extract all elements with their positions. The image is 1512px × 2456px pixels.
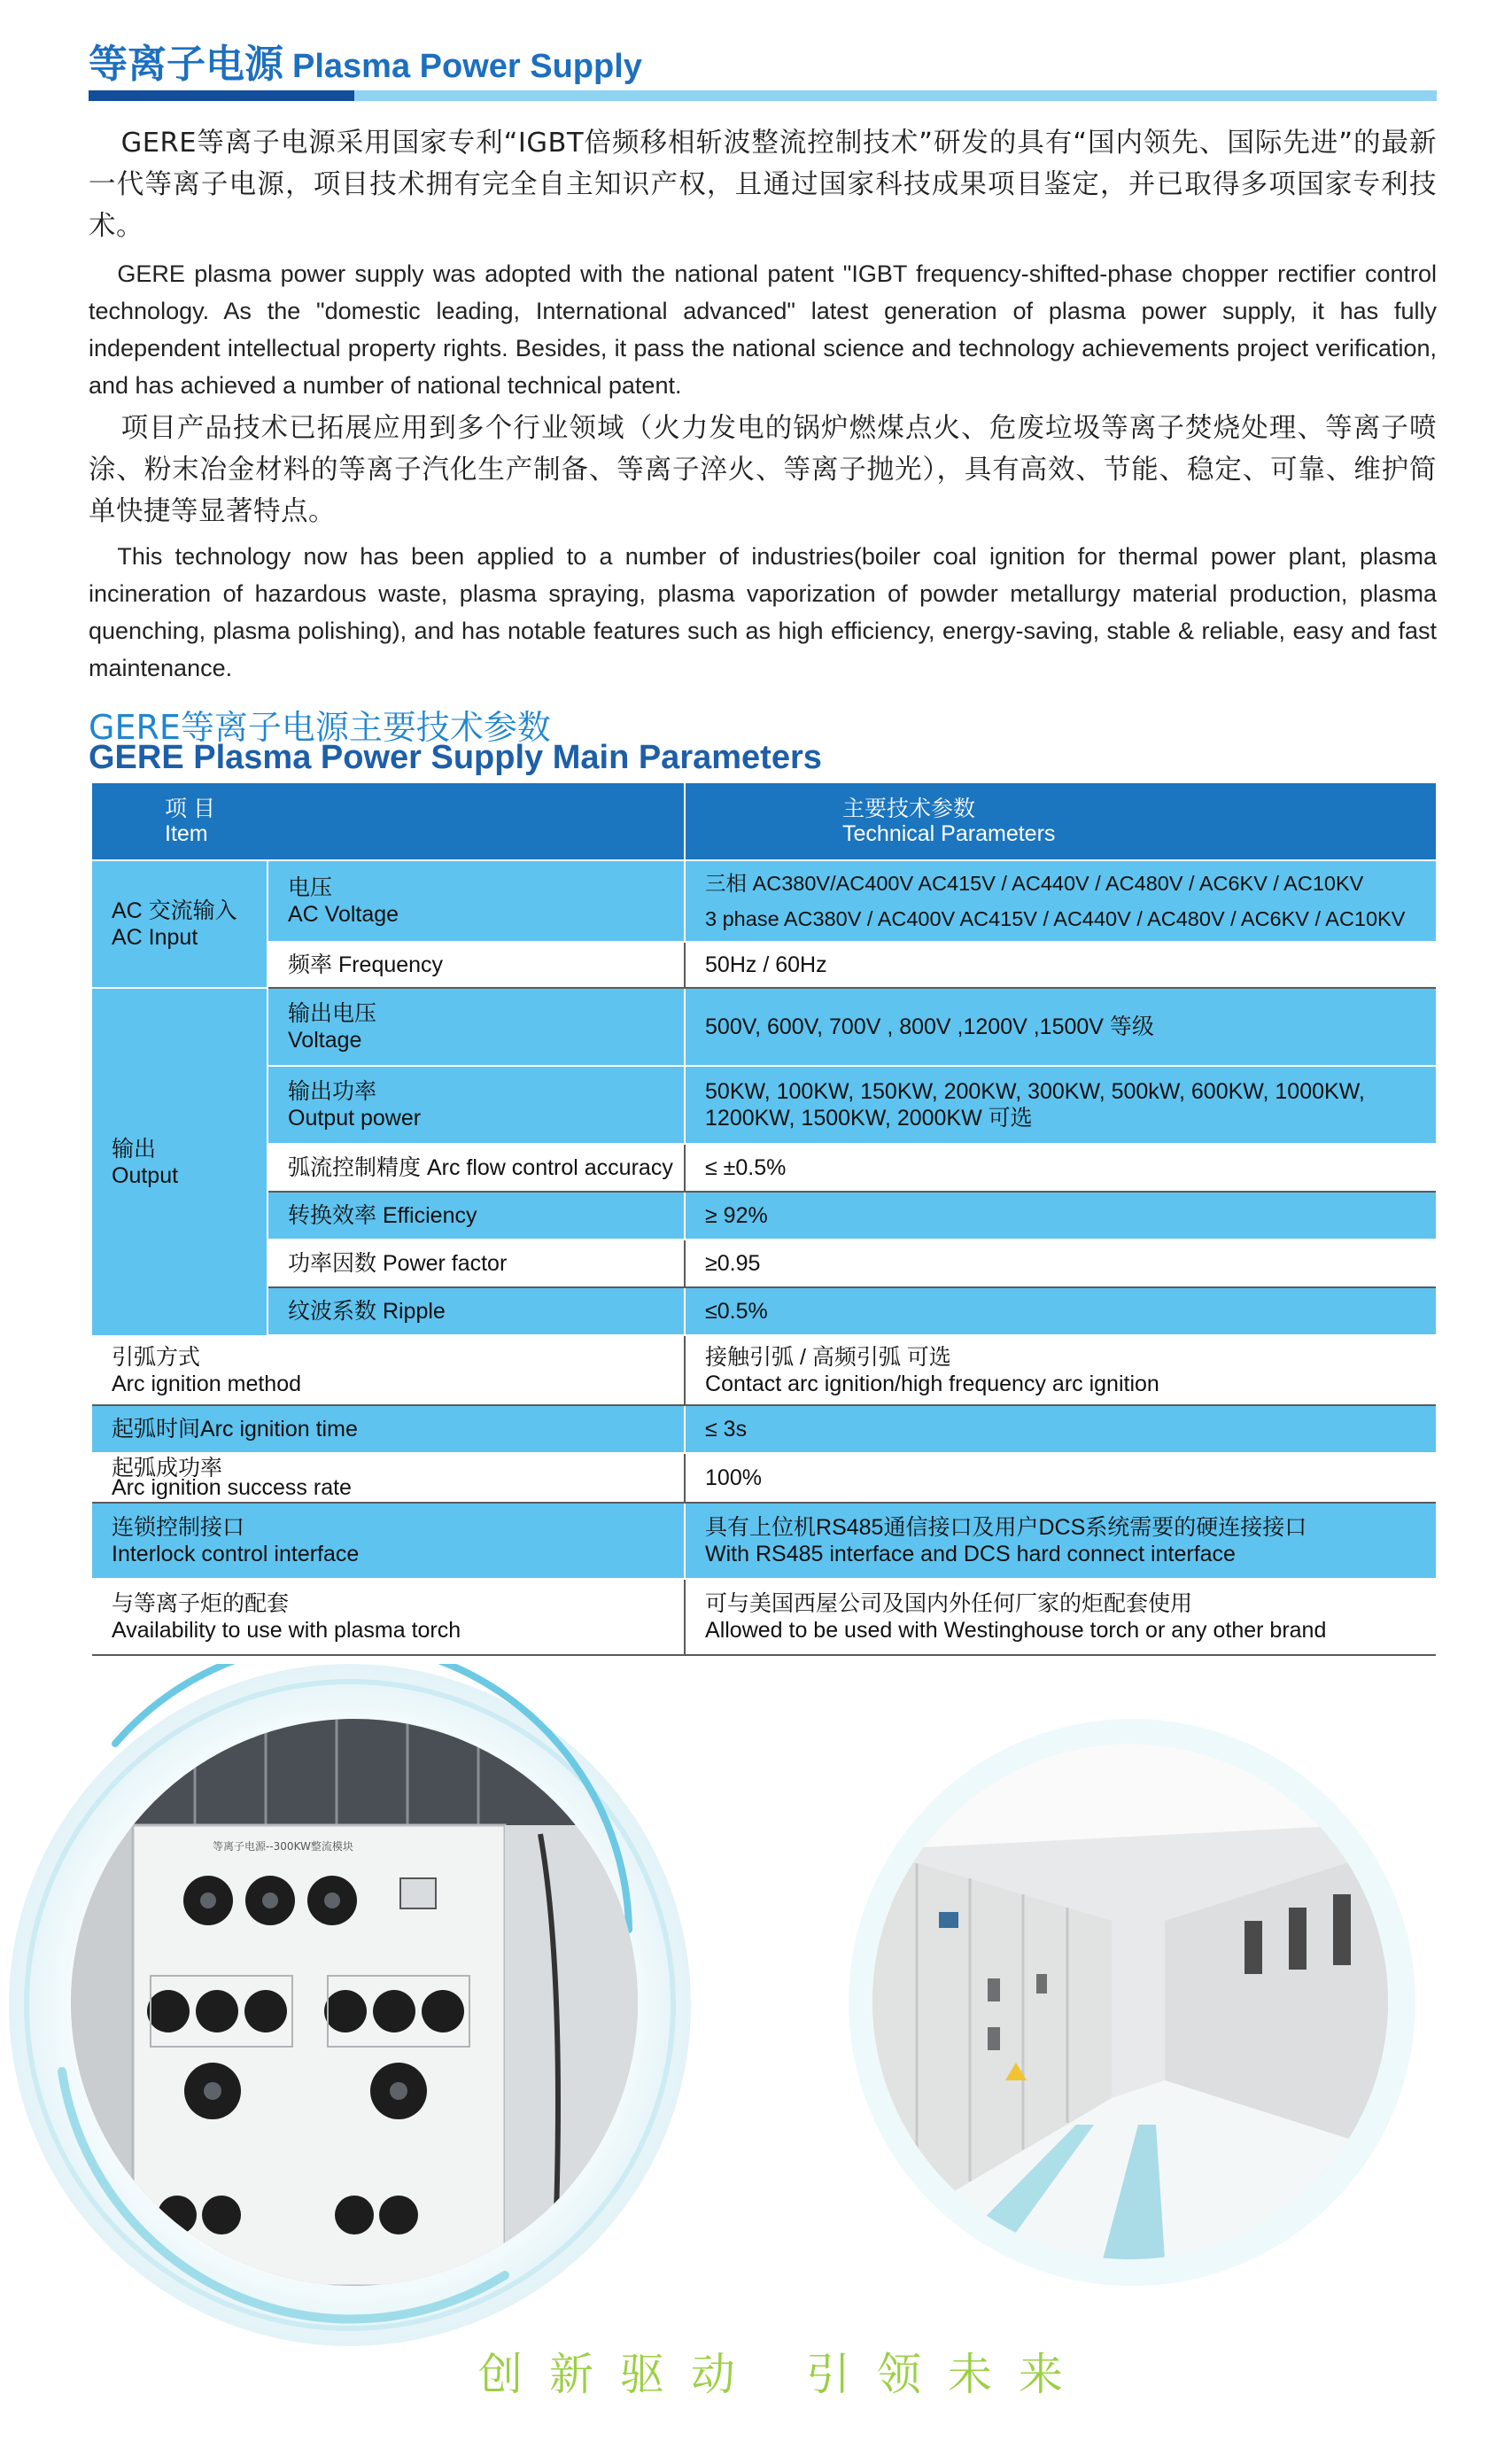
table-row: [92, 1405, 1436, 1453]
equipment-room-photo: [872, 1744, 1388, 2259]
arc-method-cn: 引弧方式: [112, 1345, 201, 1370]
ripple-value-cell: ≤0.5%: [685, 1287, 1436, 1335]
arc-method-value-cn: 接触引弧 / 高频引弧 可选: [705, 1344, 951, 1370]
table-row: [92, 1240, 1436, 1287]
params-title-cn: GERE等离子电源主要技术参数: [89, 708, 551, 747]
output-power-label-cell: [268, 1066, 685, 1144]
table-row: [92, 1336, 1436, 1405]
table-row: [92, 1066, 1436, 1144]
interlock-value-cn: 具有上位机RS485通信接口及用户DCS系统需要的硬连接接口: [705, 1515, 1307, 1540]
ripple-label-cell: 纹波系数 Ripple: [268, 1287, 685, 1335]
slogan-part1: 创新驱动: [478, 2349, 762, 2400]
header-item-en: Item: [165, 821, 208, 846]
arc-time-value-cell: ≤ 3s: [685, 1405, 1436, 1453]
header-param-cell: [685, 783, 1436, 860]
title-underline-dark: [89, 90, 354, 101]
table-row: [92, 1287, 1436, 1335]
table-row: [92, 1453, 1436, 1503]
params-title-en: GERE Plasma Power Supply Main Parameters: [89, 739, 822, 776]
arc-rate-en: Arc ignition success rate: [112, 1475, 352, 1500]
output-power-cn: 输出功率: [288, 1079, 377, 1104]
page-title-cn: 等离子电源: [89, 42, 283, 87]
output-power-value-line1: 50KW, 100KW, 150KW, 200KW, 300KW, 500kW, 600KW, 1000KW,: [705, 1079, 1365, 1104]
page-title-en: Plasma Power Supply: [292, 48, 642, 85]
output-group-cell: [92, 988, 268, 1336]
page-title: [89, 32, 642, 89]
header-param-en: Technical Parameters: [842, 821, 1056, 846]
interlock-value-en: With RS485 interface and DCS hard connect interface: [705, 1542, 1236, 1566]
interlock-label-cell: [92, 1503, 685, 1579]
ac-voltage-value-cn: 三相 AC380V/AC400V AC415V / AC440V / AC480V / AC6KV / AC10KV: [705, 872, 1364, 895]
arc-accuracy-label-cell: 弧流控制精度 Arc flow control accuracy: [268, 1144, 685, 1192]
header-item-cn: 项 目: [165, 797, 215, 821]
torch-value-en: Allowed to be used with Westinghouse torch or any other brand: [705, 1618, 1327, 1643]
output-voltage-label-cell: [268, 988, 685, 1066]
room-illustration: [872, 1744, 1388, 2259]
title-underline-light: [354, 90, 1437, 101]
torch-en: Availability to use with plasma torch: [112, 1618, 461, 1643]
torch-cn: 与等离子炬的配套: [112, 1591, 290, 1616]
table-row: [92, 1192, 1436, 1240]
arc-method-label-cell: [92, 1336, 685, 1405]
output-power-value-cell: [685, 1066, 1436, 1144]
efficiency-label-cell: 转换效率 Efficiency: [268, 1192, 685, 1240]
application-paragraph-en: This technology now has been applied to a number of industries(boiler coal ignition for thermal power plant, plasma incineration of hazardous waste, plasma spraying, plasma vaporization of powder metallurgy material production, plasma quenching, plasma polishing), and has notable features such as high efficiency, energy-saving, stable & reliable, easy and fast maintenance.: [89, 543, 1437, 681]
table-row: [92, 988, 1436, 1066]
torch-label-cell: [92, 1579, 685, 1655]
parameters-table: [92, 783, 1436, 1656]
ac-voltage-value-cell: [685, 860, 1436, 942]
power-factor-label-cell: 功率因数 Power factor: [268, 1240, 685, 1287]
ac-voltage-label-cell: [268, 860, 685, 942]
torch-value-cn: 可与美国西屋公司及国内外任何厂家的炬配套使用: [705, 1591, 1193, 1616]
ac-input-en: AC Input: [112, 925, 198, 950]
cabinet-illustration: [71, 1719, 638, 2286]
output-voltage-en: Voltage: [288, 1028, 362, 1053]
output-voltage-value-cell: 500V, 600V, 700V , 800V ,1200V ,1500V 等级: [685, 988, 1436, 1066]
output-en: Output: [112, 1162, 179, 1188]
application-paragraph-cn: 项目产品技术已拓展应用到多个行业领域（火力发电的锅炉燃煤点火、危废垃圾等离子焚烧处理、等离子喷涂、粉末冶金材料的等离子汽化生产制备、等离子淬火、等离子抛光），具有高效、节能、稳定、可靠、维护简单快捷等显著特点。: [89, 413, 1437, 527]
ac-input-group-cell: [92, 860, 268, 988]
interlock-value-cell: [685, 1503, 1436, 1579]
arc-method-value-en: Contact arc ignition/high frequency arc ignition: [705, 1371, 1159, 1396]
power-supply-cabinet-photo: [71, 1719, 638, 2286]
slogan-part2: 引领未来: [806, 2349, 1089, 2400]
cabinet-label: 等离子电源--300KW整流模块: [213, 1840, 353, 1853]
output-power-value-line2: 1200KW, 1500KW, 2000KW 可选: [705, 1106, 1033, 1131]
intro-paragraph-en: GERE plasma power supply was adopted with the national patent "IGBT frequency-shifted-phase chopper rectifier control technology. As the "domestic leading, International advanced" latest generation of plasma power supply, it has fully independent intellectual property rights. Besides, it pass the national science and technology achievements project verification, and has achieved a number of national technical patent.: [89, 260, 1437, 399]
torch-value-cell: [685, 1579, 1436, 1655]
intro-paragraph-cn: GERE等离子电源采用国家专利“IGBT倍频移相斩波整流控制技术”研发的具有“国内领先、国际先进”的最新一代等离子电源，项目技术拥有完全自主知识产权，且通过国家科技成果项目鉴定，并已取得多项国家专利技术。: [89, 128, 1437, 242]
output-voltage-cn: 输出电压: [288, 1001, 377, 1026]
efficiency-value-cell: ≥ 92%: [685, 1192, 1436, 1240]
table-row: [92, 1144, 1436, 1192]
interlock-en: Interlock control interface: [112, 1542, 360, 1566]
arc-method-value-cell: [685, 1336, 1436, 1405]
ac-input-cn: AC 交流输入: [112, 898, 237, 923]
arc-rate-value-cell: 100%: [685, 1453, 1436, 1503]
interlock-cn: 连锁控制接口: [112, 1515, 245, 1540]
ac-voltage-en: AC Voltage: [288, 902, 399, 927]
arc-accuracy-value-cell: ≤ ±0.5%: [685, 1144, 1436, 1192]
table-header-row: [92, 783, 1436, 860]
power-factor-value-cell: ≥0.95: [685, 1240, 1436, 1287]
output-cn: 输出: [112, 1136, 157, 1162]
table-row: [92, 860, 1436, 942]
ac-voltage-value-en: 3 phase AC380V / AC400V AC415V / AC440V / AC480V / AC6KV / AC10KV: [705, 907, 1406, 930]
arc-rate-label-cell: [92, 1453, 685, 1503]
table-row: [92, 1579, 1436, 1655]
frequency-label-cell: 频率 Frequency: [268, 942, 685, 988]
arc-rate-cn: 起弧成功率: [112, 1456, 223, 1481]
frequency-value-cell: 50Hz / 60Hz: [685, 942, 1436, 988]
table-row: [92, 1503, 1436, 1579]
ac-voltage-cn: 电压: [288, 875, 333, 900]
arc-method-en: Arc ignition method: [112, 1372, 302, 1396]
arc-time-label-cell: 起弧时间Arc ignition time: [92, 1405, 685, 1453]
table-row: [92, 942, 1436, 988]
slogan: [478, 2339, 1089, 2403]
header-item-cell: [92, 783, 685, 860]
output-power-en: Output power: [288, 1106, 422, 1131]
header-param-cn: 主要技术参数: [842, 797, 976, 821]
